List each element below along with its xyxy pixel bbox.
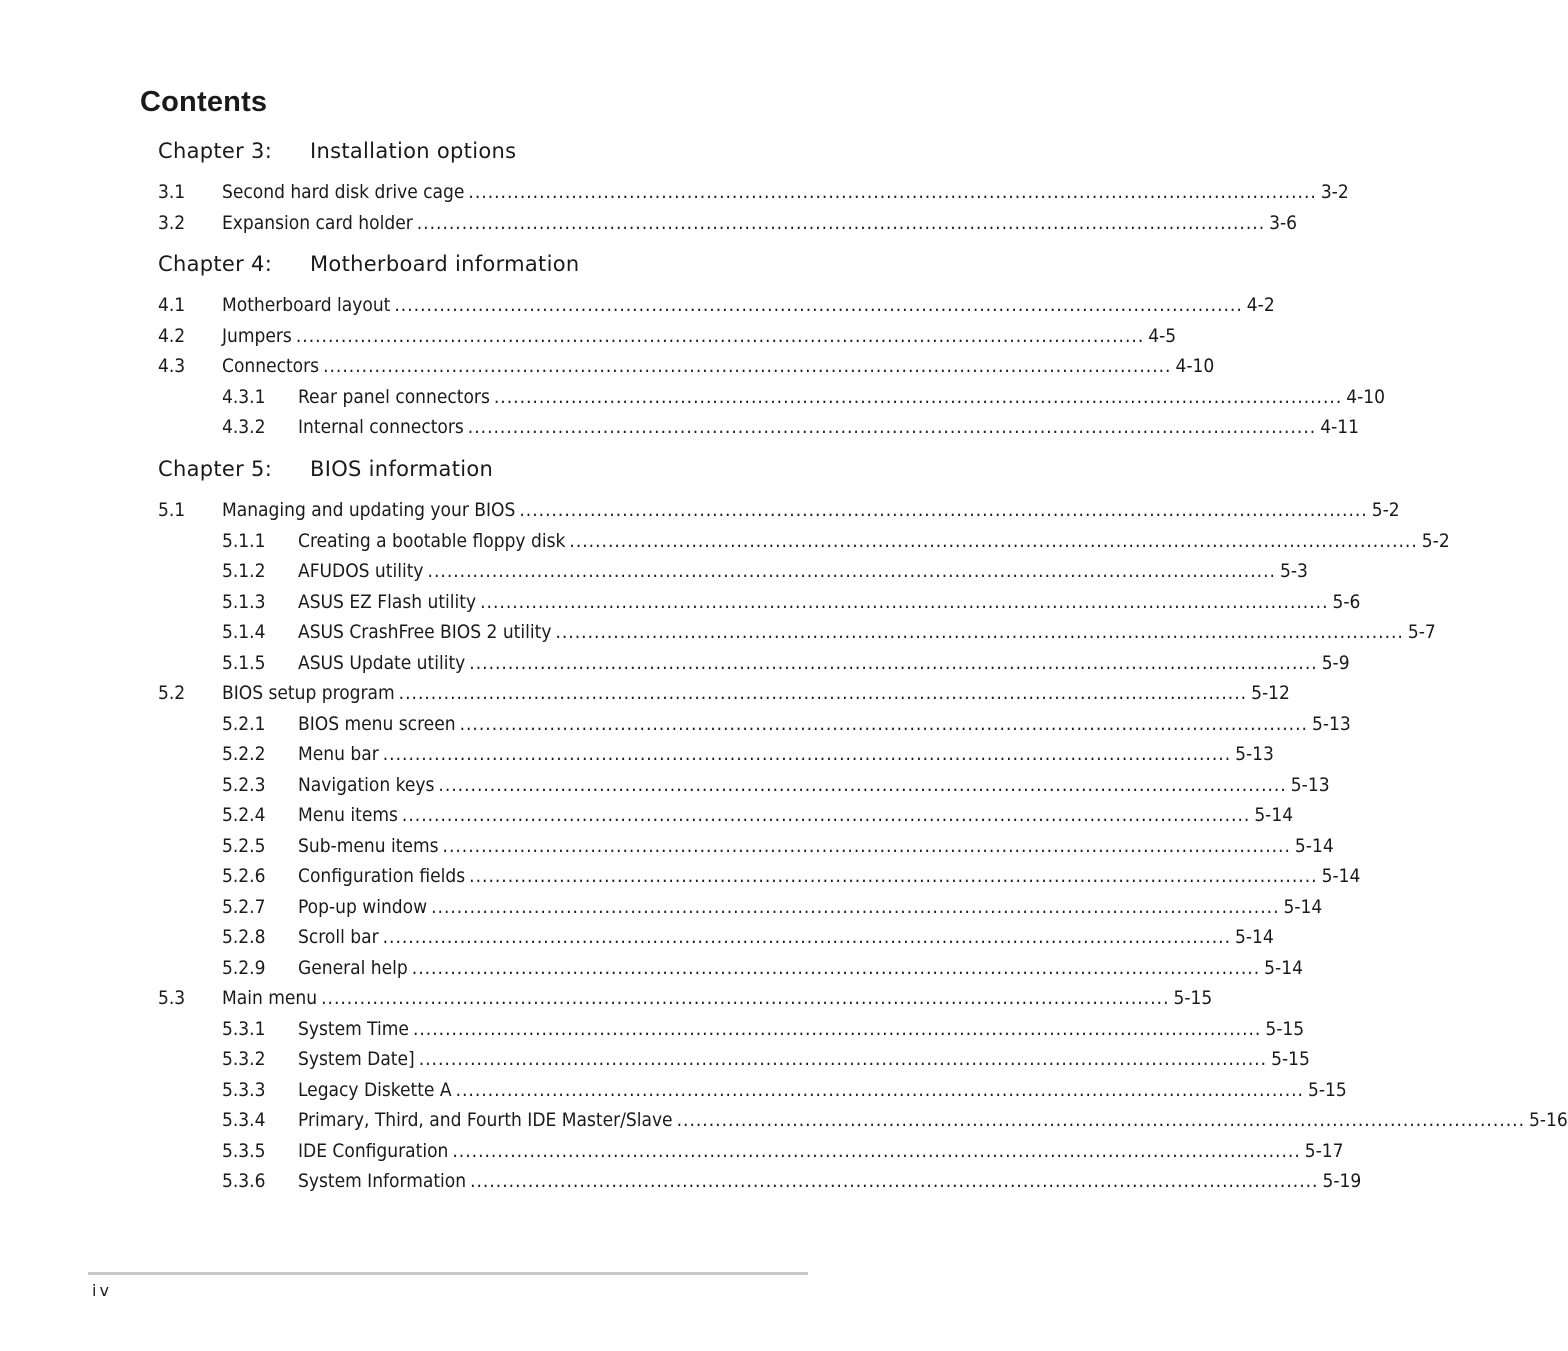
section-number: 5.2.6 <box>222 865 266 887</box>
toc-entry-5-2-5[interactable] <box>222 835 1334 861</box>
section-title: ASUS Update utility <box>298 652 469 674</box>
chapter-label: Chapter 3: <box>158 139 273 163</box>
section-number: 5.2.4 <box>222 804 266 826</box>
section-number: 3.1 <box>158 181 186 203</box>
dot-leader: .................................................................................................................................... <box>401 804 1251 826</box>
page-title: Contents <box>140 86 268 118</box>
toc-entry-5-3-4[interactable] <box>222 1109 1568 1135</box>
toc-entry-5-2-7[interactable] <box>222 896 1323 922</box>
page-number: 5-2 <box>1368 499 1400 521</box>
section-title: IDE Configuration <box>298 1140 452 1162</box>
dot-leader: .................................................................................................................................... <box>394 294 1243 316</box>
toc-entry-5-2-4[interactable] <box>222 804 1294 830</box>
page-number: 5-2 <box>1418 530 1450 552</box>
page-number: 5-15 <box>1304 1079 1347 1101</box>
footer-rule <box>88 1272 808 1275</box>
section-number: 5.2.2 <box>222 743 266 765</box>
page-number: 5-6 <box>1329 591 1361 613</box>
toc-entry-4-1[interactable] <box>158 294 1275 320</box>
dot-leader: .................................................................................................................................... <box>493 386 1343 408</box>
page-number: 5-17 <box>1301 1140 1344 1162</box>
page-number: 5-15 <box>1261 1018 1304 1040</box>
toc-entry-4-3-1[interactable] <box>222 386 1386 412</box>
page-number: 5-14 <box>1250 804 1293 826</box>
dot-leader: .................................................................................................................................... <box>519 499 1368 521</box>
dot-leader: .................................................................................................................................... <box>323 355 1172 377</box>
dot-leader: .................................................................................................................................... <box>427 560 1276 582</box>
chapter-3-heading <box>158 139 516 163</box>
section-title: BIOS setup program <box>222 682 399 704</box>
section-number: 5.2.3 <box>222 774 266 796</box>
dot-leader: .................................................................................................................................... <box>569 530 1418 552</box>
toc-entry-5-3[interactable] <box>158 987 1213 1013</box>
toc-entry-5-3-2[interactable] <box>222 1048 1310 1074</box>
section-number: 4.2 <box>158 325 186 347</box>
section-title: AFUDOS utility <box>298 560 428 582</box>
page-number: 5-14 <box>1318 865 1361 887</box>
page-number: 4-11 <box>1316 416 1359 438</box>
footer-page-number: iv <box>92 1281 112 1300</box>
dot-leader: .................................................................................................................................... <box>555 621 1404 643</box>
section-title: Configuration fields <box>298 865 469 887</box>
dot-leader: .................................................................................................................................... <box>295 325 1145 347</box>
toc-entry-3-2[interactable] <box>158 212 1298 238</box>
chapter-label: Chapter 4: <box>158 252 273 276</box>
page-number: 4-5 <box>1144 325 1176 347</box>
chapter-label: Chapter 5: <box>158 457 273 481</box>
section-title: System Date] <box>298 1048 419 1070</box>
chapter-4-heading <box>158 252 579 276</box>
dot-leader: .................................................................................................................................... <box>452 1140 1301 1162</box>
dot-leader: .................................................................................................................................... <box>418 1048 1268 1070</box>
toc-entry-4-3-2[interactable] <box>222 416 1359 442</box>
section-number: 5.2.8 <box>222 926 266 948</box>
dot-leader: .................................................................................................................................... <box>412 1018 1262 1040</box>
dot-leader: .................................................................................................................................... <box>321 987 1170 1009</box>
section-number: 5.2.1 <box>222 713 266 735</box>
page-number: 5-13 <box>1308 713 1351 735</box>
dot-leader: .................................................................................................................................... <box>469 865 1318 887</box>
toc-entry-3-1[interactable] <box>158 181 1349 207</box>
toc-entry-5-3-6[interactable] <box>222 1170 1362 1196</box>
page-number: 3-6 <box>1265 212 1297 234</box>
page-number: 5-13 <box>1287 774 1330 796</box>
chapter-title: Installation options <box>310 139 517 163</box>
page-number: 5-14 <box>1280 896 1323 918</box>
page-number: 5-16 <box>1525 1109 1568 1131</box>
toc-entry-4-2[interactable] <box>158 325 1177 351</box>
page-number: 5-15 <box>1170 987 1213 1009</box>
section-title: ASUS CrashFree BIOS 2 utility <box>298 621 555 643</box>
dot-leader: .................................................................................................................................... <box>382 926 1231 948</box>
section-number: 5.3 <box>158 987 186 1009</box>
toc-entry-5-1-2[interactable] <box>222 560 1308 586</box>
toc-entry-5-1-5[interactable] <box>222 652 1350 678</box>
dot-leader: .................................................................................................................................... <box>469 652 1318 674</box>
toc-entry-5-3-5[interactable] <box>222 1140 1344 1166</box>
dot-leader: .................................................................................................................................... <box>676 1109 1525 1131</box>
section-title: Scroll bar <box>298 926 383 948</box>
section-title: Expansion card holder <box>222 212 417 234</box>
section-number: 4.1 <box>158 294 186 316</box>
section-number: 5.1.5 <box>222 652 266 674</box>
section-title: Creating a bootable floppy disk <box>298 530 569 552</box>
section-title: BIOS menu screen <box>298 713 460 735</box>
section-number: 3.2 <box>158 212 186 234</box>
chapter-title: Motherboard information <box>310 252 580 276</box>
chapter-title: BIOS information <box>310 457 494 481</box>
page-number: 4-10 <box>1342 386 1385 408</box>
section-number: 5.1.4 <box>222 621 266 643</box>
page-number: 5-14 <box>1260 957 1303 979</box>
section-title: ASUS EZ Flash utility <box>298 591 480 613</box>
section-title: Internal connectors <box>298 416 468 438</box>
section-title: Menu bar <box>298 743 383 765</box>
section-title: Motherboard layout <box>222 294 394 316</box>
dot-leader: .................................................................................................................................... <box>470 1170 1319 1192</box>
page-number: 5-12 <box>1247 682 1290 704</box>
toc-entry-5-1[interactable] <box>158 499 1400 525</box>
section-number: 5.2.5 <box>222 835 266 857</box>
section-number: 4.3.1 <box>222 386 266 408</box>
toc-entry-4-3[interactable] <box>158 355 1215 381</box>
section-number: 5.2 <box>158 682 186 704</box>
page-number: 5-19 <box>1318 1170 1361 1192</box>
section-title: Connectors <box>222 355 323 377</box>
section-title: System Time <box>298 1018 413 1040</box>
dot-leader: .................................................................................................................................... <box>442 835 1291 857</box>
section-title: Rear panel connectors <box>298 386 494 408</box>
page-number: 5-14 <box>1291 835 1334 857</box>
section-number: 5.3.3 <box>222 1079 266 1101</box>
dot-leader: .................................................................................................................................... <box>480 591 1329 613</box>
page-number: 3-2 <box>1317 181 1349 203</box>
section-title: General help <box>298 957 412 979</box>
page-number: 5-14 <box>1231 926 1274 948</box>
dot-leader: .................................................................................................................................... <box>411 957 1261 979</box>
section-number: 5.3.4 <box>222 1109 266 1131</box>
section-number: 4.3 <box>158 355 186 377</box>
section-number: 5.3.5 <box>222 1140 266 1162</box>
toc-entry-5-3-1[interactable] <box>222 1018 1305 1044</box>
chapter-5-heading <box>158 457 493 481</box>
dot-leader: .................................................................................................................................... <box>382 743 1232 765</box>
dot-leader: .................................................................................................................................... <box>468 181 1317 203</box>
section-number: 4.3.2 <box>222 416 266 438</box>
dot-leader: .................................................................................................................................... <box>431 896 1280 918</box>
section-title: Second hard disk drive cage <box>222 181 468 203</box>
section-title: Main menu <box>222 987 321 1009</box>
toc-entry-5-2-8[interactable] <box>222 926 1274 952</box>
dot-leader: .................................................................................................................................... <box>459 713 1308 735</box>
toc-entry-5-1-1[interactable] <box>222 530 1450 556</box>
page-number: 5-13 <box>1231 743 1274 765</box>
section-title: System Information <box>298 1170 470 1192</box>
section-number: 5.1 <box>158 499 186 521</box>
section-number: 5.3.1 <box>222 1018 266 1040</box>
dot-leader: .................................................................................................................................... <box>416 212 1266 234</box>
toc-entry-5-1-4[interactable] <box>222 621 1436 647</box>
dot-leader: .................................................................................................................................... <box>467 416 1317 438</box>
section-number: 5.2.7 <box>222 896 266 918</box>
toc-entry-5-2-1[interactable] <box>222 713 1351 739</box>
section-title: Jumpers <box>222 325 296 347</box>
toc-entry-5-2-2[interactable] <box>222 743 1274 769</box>
page-number: 5-9 <box>1318 652 1350 674</box>
dot-leader: .................................................................................................................................... <box>438 774 1287 796</box>
page-number: 5-15 <box>1267 1048 1310 1070</box>
toc-entry-5-3-3[interactable] <box>222 1079 1347 1105</box>
toc-entry-5-2-9[interactable] <box>222 957 1303 983</box>
section-title: Primary, Third, and Fourth IDE Master/Slave <box>298 1109 677 1131</box>
section-title: Menu items <box>298 804 402 826</box>
section-number: 5.1.1 <box>222 530 266 552</box>
section-title: Sub-menu items <box>298 835 443 857</box>
section-title: Legacy Diskette A <box>298 1079 456 1101</box>
page-number: 5-3 <box>1276 560 1308 582</box>
page-number: 4-10 <box>1171 355 1214 377</box>
page-number: 5-7 <box>1404 621 1436 643</box>
section-number: 5.2.9 <box>222 957 266 979</box>
section-number: 5.1.2 <box>222 560 266 582</box>
dot-leader: .................................................................................................................................... <box>398 682 1248 704</box>
section-number: 5.3.2 <box>222 1048 266 1070</box>
section-title: Navigation keys <box>298 774 438 796</box>
toc-entry-5-1-3[interactable] <box>222 591 1361 617</box>
section-title: Managing and updating your BIOS <box>222 499 519 521</box>
toc-entry-5-2-6[interactable] <box>222 865 1361 891</box>
toc-entry-5-2[interactable] <box>158 682 1290 708</box>
section-number: 5.3.6 <box>222 1170 266 1192</box>
section-title: Pop-up window <box>298 896 431 918</box>
dot-leader: .................................................................................................................................... <box>455 1079 1304 1101</box>
section-number: 5.1.3 <box>222 591 266 613</box>
page-number: 4-2 <box>1243 294 1275 316</box>
toc-entry-5-2-3[interactable] <box>222 774 1330 800</box>
